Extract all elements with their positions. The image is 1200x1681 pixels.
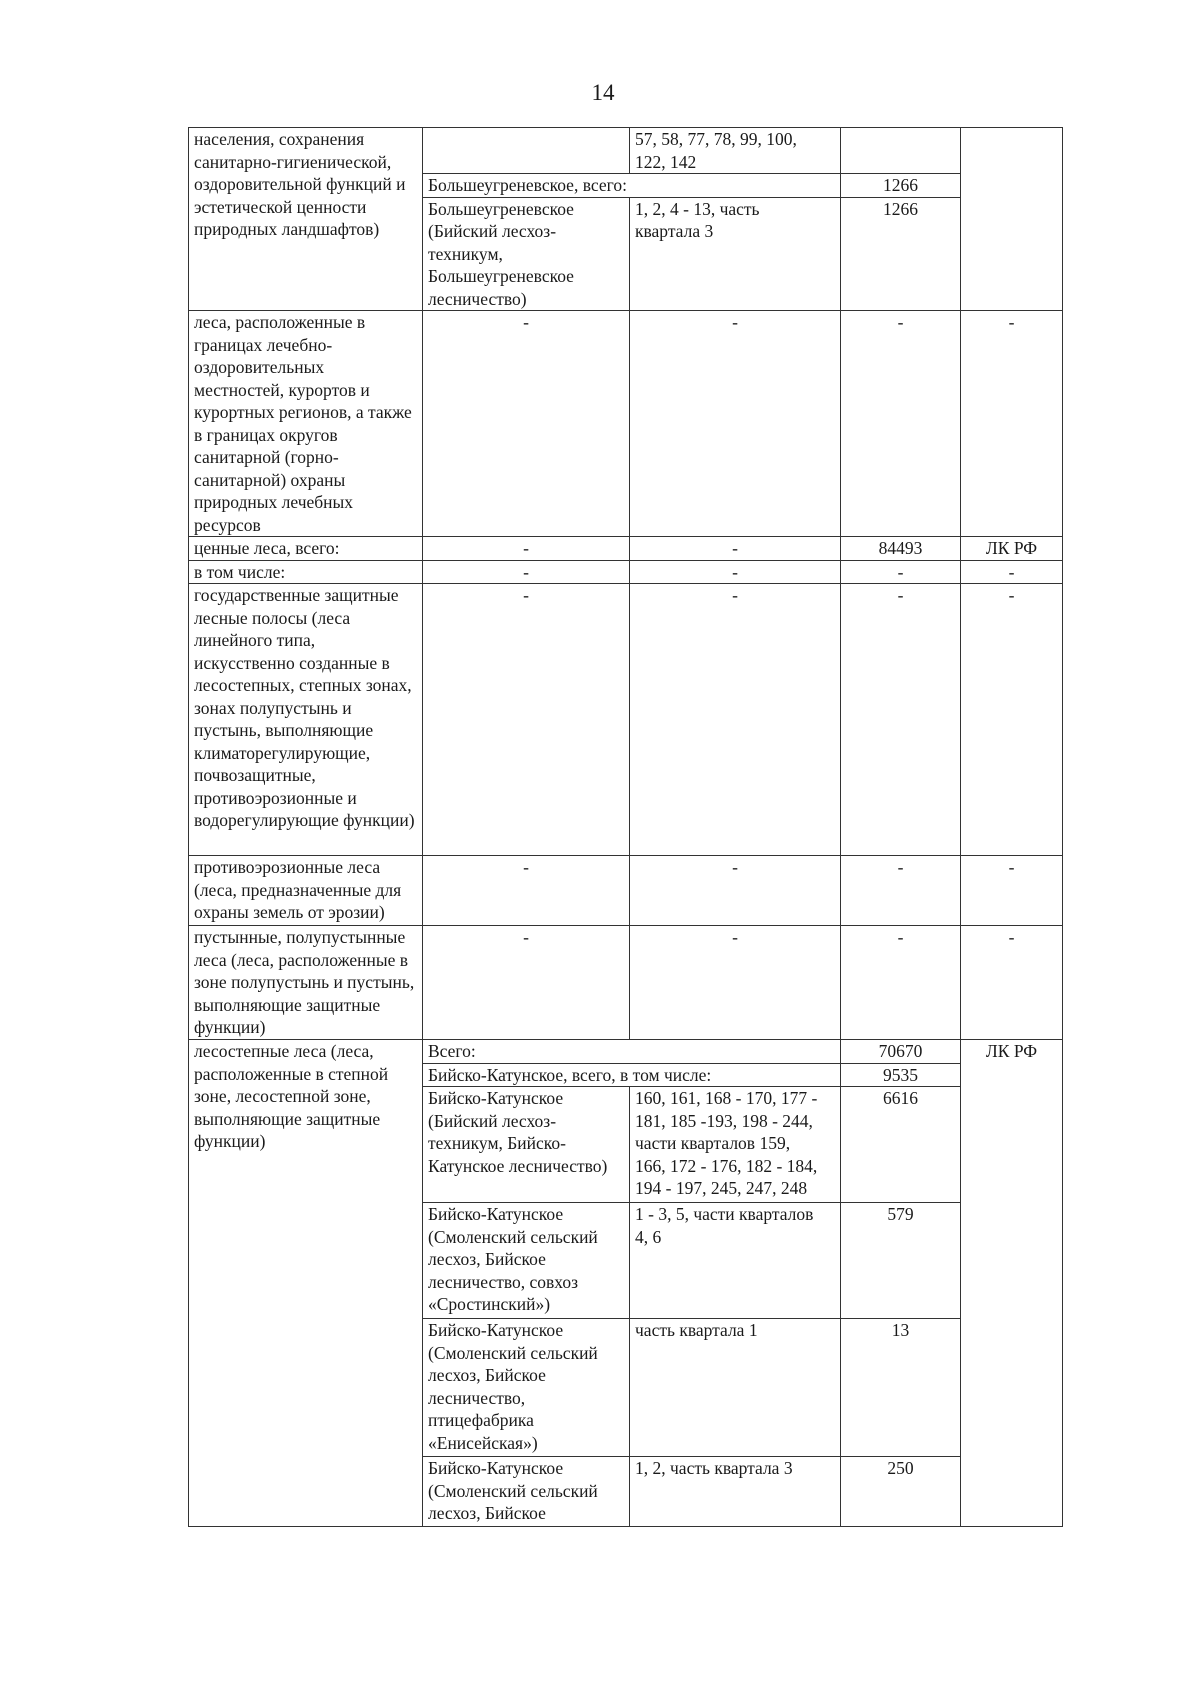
quarters-cell: 1, 2, 4 - 13, часть квартала 3: [630, 197, 841, 311]
basis-cell: ЛК РФ: [961, 1040, 1063, 1527]
area-cell: 579: [841, 1203, 961, 1319]
quarters-cell: -: [630, 926, 841, 1040]
area-cell: -: [841, 560, 961, 584]
basis-cell: [961, 128, 1063, 311]
basis-cell: ЛК РФ: [961, 537, 1063, 561]
quarters-cell: 57, 58, 77, 78, 99, 100, 122, 142: [630, 128, 841, 174]
table-row: [189, 926, 1063, 1040]
area-cell: 1266: [841, 174, 961, 198]
table-row: [189, 584, 1063, 856]
basis-cell: -: [961, 584, 1063, 856]
unit-cell: -: [423, 537, 630, 561]
unit-cell: -: [423, 311, 630, 537]
basis-cell: -: [961, 856, 1063, 926]
area-cell: 250: [841, 1457, 961, 1527]
unit-cell: Бийско-Катунское (Смоленский сельский лесхоз, Бийское лесничество, совхоз «Сростинский»): [423, 1203, 630, 1319]
subtotal-label-cell: Большеугреневское, всего:: [423, 174, 841, 198]
area-cell: 9535: [841, 1063, 961, 1087]
category-cell: противоэрозионные леса (леса, предназначенные для охраны земель от эрозии): [189, 856, 423, 926]
category-cell: ценные леса, всего:: [189, 537, 423, 561]
area-cell: -: [841, 856, 961, 926]
unit-cell: -: [423, 926, 630, 1040]
unit-cell: -: [423, 856, 630, 926]
page-number: 14: [591, 80, 615, 105]
total-label-cell: Всего:: [423, 1040, 841, 1064]
unit-cell: Бийско-Катунское (Смоленский сельский лесхоз, Бийское: [423, 1457, 630, 1527]
quarters-cell: -: [630, 311, 841, 537]
quarters-cell: 1, 2, часть квартала 3: [630, 1457, 841, 1527]
category-cell: пустынные, полупустынные леса (леса, расположенные в зоне полупустынь и пустынь, выполняющие защитные функции): [189, 926, 423, 1040]
unit-cell: Большеугреневское (Бийский лесхоз- техникум, Большеугреневское лесничество): [423, 197, 630, 311]
area-cell: -: [841, 311, 961, 537]
quarters-cell: -: [630, 584, 841, 856]
quarters-cell: 1 - 3, 5, части кварталов 4, 6: [630, 1203, 841, 1319]
area-cell: 70670: [841, 1040, 961, 1064]
table-row: [189, 856, 1063, 926]
unit-cell: -: [423, 560, 630, 584]
area-cell: 84493: [841, 537, 961, 561]
quarters-cell: часть квартала 1: [630, 1319, 841, 1457]
table-row: [189, 560, 1063, 584]
area-cell: 13: [841, 1319, 961, 1457]
table-row: [189, 537, 1063, 561]
category-cell: в том числе:: [189, 560, 423, 584]
quarters-cell: -: [630, 537, 841, 561]
quarters-cell: -: [630, 560, 841, 584]
basis-cell: -: [961, 311, 1063, 537]
basis-cell: -: [961, 560, 1063, 584]
subtotal-label-cell: Бийско-Катунское, всего, в том числе:: [423, 1063, 841, 1087]
unit-cell: Бийско-Катунское (Смоленский сельский лесхоз, Бийское лесничество, птицефабрика «Енисейская»): [423, 1319, 630, 1457]
quarters-cell: 160, 161, 168 - 170, 177 - 181, 185 -193, 198 - 244, части кварталов 159, 166, 172 - 176, 182 - 184, 194 - 197, 245, 247, 248: [630, 1087, 841, 1203]
area-cell: -: [841, 926, 961, 1040]
table-row: [189, 311, 1063, 537]
category-cell: лесостепные леса (леса, расположенные в степной зоне, лесостепной зоне, выполняющие защитные функции): [189, 1040, 423, 1527]
unit-cell: Бийско-Катунское (Бийский лесхоз- техникум, Бийско- Катунское лесничество): [423, 1087, 630, 1203]
area-cell: 6616: [841, 1087, 961, 1203]
forest-category-table: [188, 127, 1063, 1527]
category-cell: леса, расположенные в границах лечебно-оздоровительных местностей, курортов и курортных регионов, а также в границах округов санитарной (горно-санитарной) охраны природных лечебных ресурсов: [189, 311, 423, 537]
table-row: [189, 1040, 1063, 1064]
area-cell: 1266: [841, 197, 961, 311]
quarters-cell: -: [630, 856, 841, 926]
area-cell: [841, 128, 961, 174]
unit-cell: -: [423, 584, 630, 856]
category-cell: государственные защитные лесные полосы (леса линейного типа, искусственно созданные в лесостепных, степных зонах, зонах полупустынь и пустынь, выполняющие климаторегулирующие, почвозащитные, противоэрозионные и водорегулирующие функции): [189, 584, 423, 856]
area-cell: -: [841, 584, 961, 856]
table-row: [189, 128, 1063, 174]
unit-cell: [423, 128, 630, 174]
category-cell: населения, сохранения санитарно-гигиенической, оздоровительной функций и эстетической ценности природных ландшафтов): [189, 128, 423, 311]
basis-cell: -: [961, 926, 1063, 1040]
